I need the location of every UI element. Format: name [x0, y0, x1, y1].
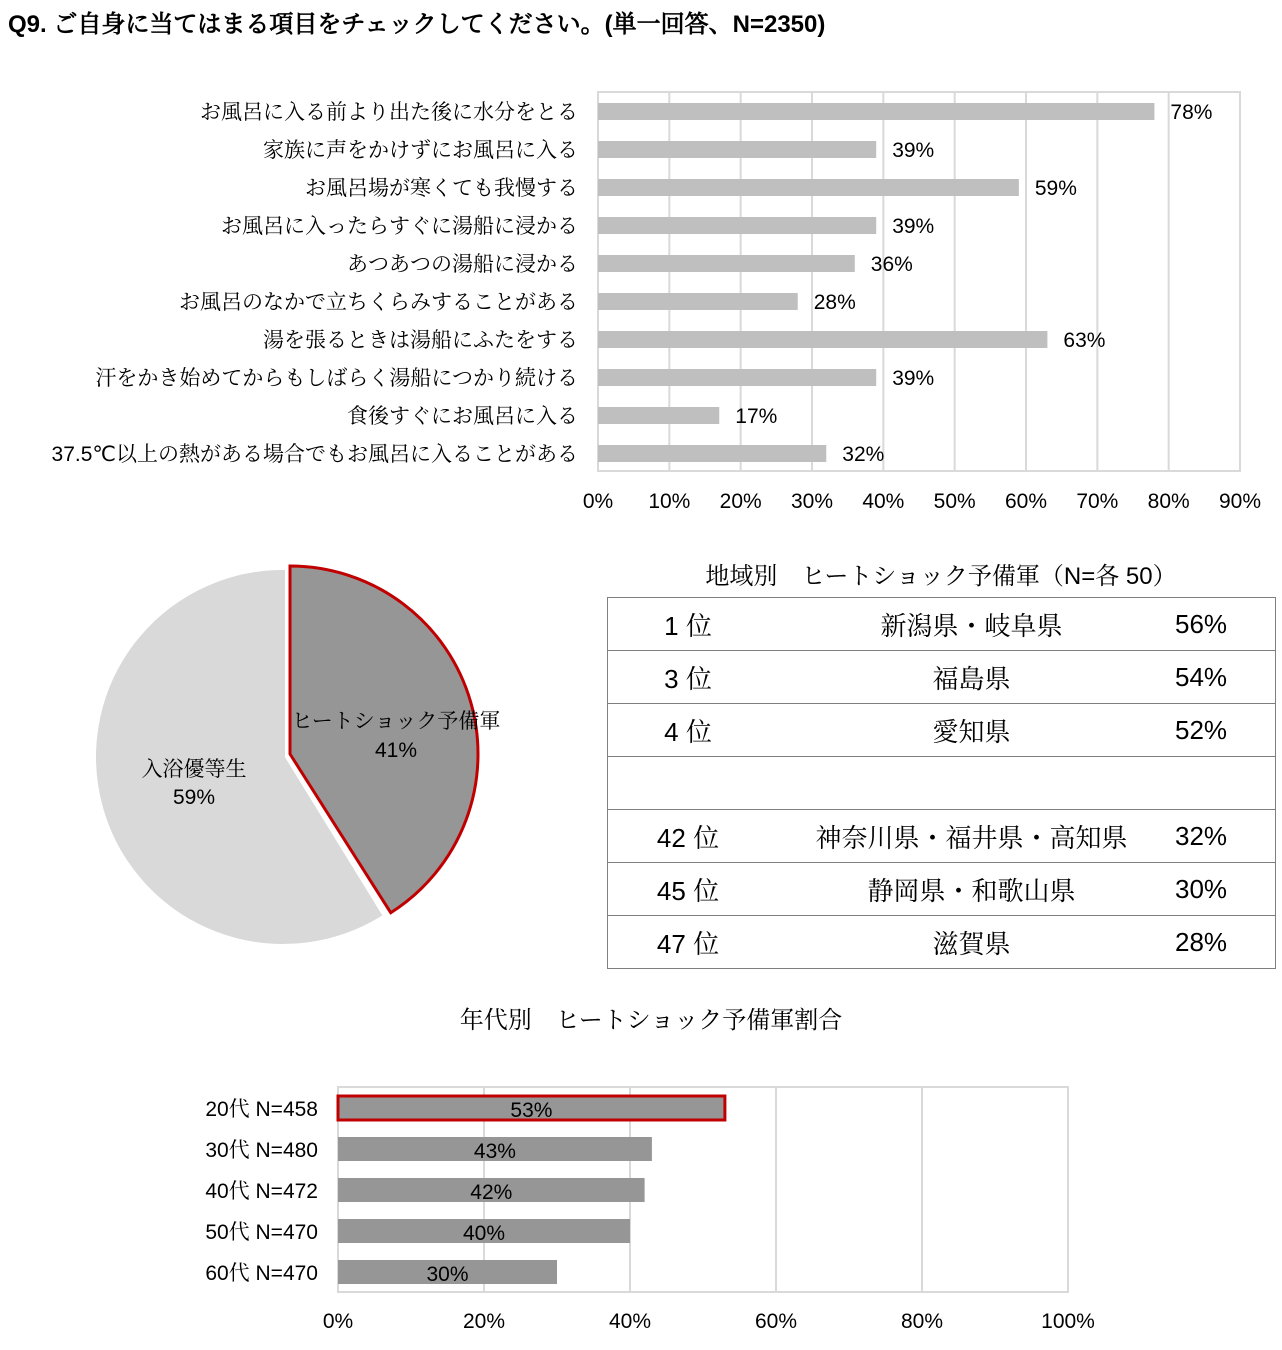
- data-label: 59%: [1034, 177, 1077, 200]
- category-label: 50代 N=470: [205, 1221, 318, 1244]
- cell-pct: 32%: [1175, 810, 1276, 863]
- x-tick-label: 70%: [1076, 490, 1119, 513]
- cell-rank: 4 位: [608, 704, 769, 757]
- data-label: 53%: [510, 1099, 553, 1122]
- data-label: 42%: [470, 1181, 513, 1204]
- data-label: 40%: [462, 1222, 506, 1245]
- cell-rank: 42 位: [608, 810, 769, 863]
- data-label: 43%: [473, 1140, 516, 1163]
- data-label: 28%: [813, 291, 856, 314]
- x-tick-label: 40%: [862, 490, 905, 513]
- age-chart-title: 年代別 ヒートショック予備軍割合: [459, 1007, 843, 1034]
- x-tick-label: 90%: [1218, 490, 1262, 513]
- category-label: 家族に声をかけずにお風呂に入る: [263, 139, 578, 162]
- x-tick-label: 100%: [1041, 1310, 1095, 1333]
- x-tick-label: 60%: [754, 1310, 798, 1333]
- cell-rank: 3 位: [608, 651, 769, 704]
- x-tick-label: 60%: [1004, 490, 1048, 513]
- data-label: 30%: [426, 1263, 469, 1286]
- category-label: 20代 N=458: [205, 1098, 318, 1121]
- slice-label: 59%: [172, 786, 216, 809]
- cell-rank: 47 位: [608, 916, 769, 969]
- x-tick-label: 0%: [322, 1310, 354, 1333]
- category-label: 40代 N=472: [205, 1180, 318, 1203]
- region-table-title: 地域別 ヒートショック予備軍（N=各 50）: [705, 563, 1177, 590]
- x-tick-label: 80%: [900, 1310, 944, 1333]
- x-tick-label: 40%: [608, 1310, 652, 1333]
- x-tick-label: 20%: [462, 1310, 506, 1333]
- cell-pct: 54%: [1175, 651, 1276, 704]
- category-label: 37.5℃以上の熱がある場合でもお風呂に入ることがある: [51, 443, 578, 466]
- slice-label: 41%: [374, 739, 418, 762]
- data-label: 32%: [842, 443, 885, 466]
- cell-pref: 神奈川県・福井県・高知県: [768, 810, 1175, 863]
- cell-rank: 1 位: [608, 598, 769, 651]
- data-label: 36%: [870, 253, 913, 276]
- cell-pct: 28%: [1175, 916, 1276, 969]
- data-label: 39%: [892, 367, 935, 390]
- category-label: 湯を張るときは湯船にふたをする: [263, 329, 578, 352]
- cell-pct: 30%: [1175, 863, 1276, 916]
- category-label: 60代 N=470: [205, 1262, 318, 1285]
- cell-pref: 愛知県: [768, 704, 1175, 757]
- data-label: 39%: [892, 215, 935, 238]
- cell-pref: 滋賀県: [768, 916, 1175, 969]
- category-label: お風呂のなかで立ちくらみすることがある: [179, 291, 578, 314]
- question-title: Q9. ご自身に当てはまる項目をチェックしてください。(単一回答、N=2350): [8, 11, 826, 38]
- x-tick-label: 30%: [790, 490, 834, 513]
- slice-name: ヒートショック予備軍: [291, 710, 501, 733]
- category-label: 食後すぐにお風呂に入る: [347, 405, 578, 428]
- cell-rank: 45 位: [608, 863, 769, 916]
- data-label: 63%: [1063, 329, 1106, 352]
- data-label: 78%: [1170, 101, 1213, 124]
- category-label: あつあつの湯船に浸かる: [347, 253, 578, 276]
- category-label: 30代 N=480: [205, 1139, 318, 1162]
- x-tick-label: 0%: [582, 490, 614, 513]
- x-tick-label: 80%: [1147, 490, 1190, 513]
- cell-pct: 52%: [1175, 704, 1276, 757]
- category-label: 汗をかき始めてからもしばらく湯船につかり続ける: [95, 367, 578, 390]
- cell-pct: 56%: [1175, 598, 1276, 651]
- cell-pref: 新潟県・岐阜県: [768, 598, 1175, 651]
- x-tick-label: 20%: [719, 490, 762, 513]
- data-label: 39%: [892, 139, 935, 162]
- category-label: お風呂場が寒くても我慢する: [305, 177, 578, 200]
- category-label: お風呂に入る前より出た後に水分をとる: [200, 101, 578, 124]
- data-label: 17%: [735, 405, 778, 428]
- x-tick-label: 10%: [648, 490, 691, 513]
- cell-pref: 福島県: [768, 651, 1175, 704]
- cell-pref: 静岡県・和歌山県: [768, 863, 1175, 916]
- category-label: お風呂に入ったらすぐに湯船に浸かる: [221, 215, 578, 238]
- slice-name: 入浴優等生: [141, 758, 247, 781]
- x-tick-label: 50%: [933, 490, 976, 513]
